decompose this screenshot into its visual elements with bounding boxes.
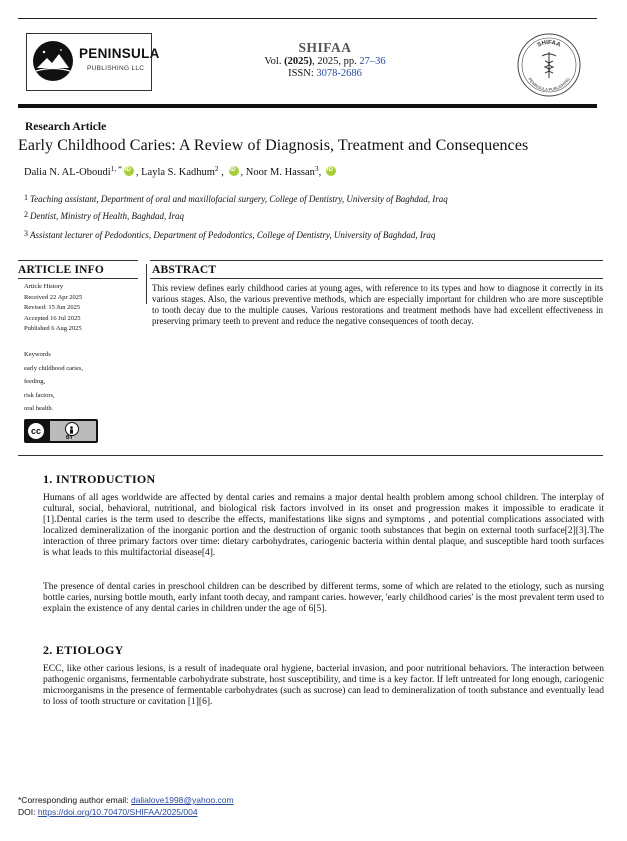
affiliation-num: 2 (24, 210, 28, 219)
etiology-heading: 2. ETIOLOGY (43, 643, 124, 657)
abstract-heading-rule (150, 278, 603, 279)
publisher-name: PENINSULA (79, 46, 160, 61)
seal-bottom-text: PENINSULA PUBLISHING (527, 76, 571, 93)
author-sup: 2 (214, 164, 219, 173)
orcid-icon[interactable] (124, 166, 134, 176)
introduction-heading: 1. INTRODUCTION (43, 472, 156, 486)
by-label: BY (66, 435, 73, 441)
keyword-item: oral health. (24, 405, 54, 412)
publisher-logo (26, 33, 160, 91)
author-list: Dalia N. AL-Oboudi$^{1, *}$iD , Layla S. Kadhum$^2$ , iD, Noor M. Hassan$^3$, iD (24, 164, 338, 178)
author-name: Dalia N. AL-Oboudi (24, 167, 111, 178)
affiliation-1 (24, 193, 448, 204)
affiliation-num: 1 (24, 193, 28, 202)
doi-label: DOI: (18, 807, 38, 817)
journal-issn (220, 68, 430, 80)
publisher-logo-mark (33, 41, 73, 81)
corresponding-author (18, 795, 234, 805)
published-date: Published 6 Aug 2025 (24, 325, 82, 332)
email-label: *Corresponding author email: (18, 795, 131, 805)
volume-year: , 2025, pp. (312, 56, 360, 67)
publisher-subtitle: PUBLISHING LLC (87, 65, 145, 72)
accepted-date: Accepted 16 Jul 2025 (24, 314, 81, 322)
caduceus-icon (542, 52, 556, 78)
cc-by-license-badge[interactable] (24, 419, 98, 443)
volume-number: (2025) (284, 56, 313, 67)
info-bottom-rule (18, 278, 138, 279)
author-name: Noor M. Hassan (245, 167, 315, 178)
affiliation-text: Assistant lecturer of Pedodontics, Department of Pedodontics, College of Dentistry, University of Baghdad, Iraq (30, 230, 436, 240)
affiliation-2 (24, 210, 184, 221)
journal-info (220, 40, 430, 80)
received-date: Received 22 Apr 2025 (24, 293, 83, 301)
affiliation-3 (24, 229, 435, 240)
keywords-label: Keywords (24, 351, 51, 358)
journal-seal (516, 32, 582, 98)
article-info-heading: ARTICLE INFO (18, 264, 105, 276)
journal-name: SHIFAA (298, 40, 352, 55)
column-divider (146, 264, 147, 304)
orcid-icon[interactable] (229, 166, 239, 176)
article-type: Research Article (25, 121, 107, 133)
doi-line (18, 807, 198, 817)
etiology-paragraph: ECC, like other carious lesions, is a result of inadequate oral hygiene, bacterial invasion, and poor nutritional behaviors. The interaction between pathogenic organisms, fermentable carbohydrate substrate, host susceptibility, and time is a key factor. If left untreated for long enough, cariogenic microorganisms in the presence of fermentable carbohydrates (such as sucrose) can lead to demineralization of tooth substance and eventually lead to loss of tooth structure or cavitation [1][6]. (43, 664, 604, 707)
keyword-item: feeding, (24, 378, 46, 385)
revised-date: Revised: 15 Jun 2025 (24, 304, 81, 311)
abstract-text: This review defines early childhood caries at young ages, with reference to its types and how to diagnose it correctly in its various stages. Also, the various preventive methods, which are especially important for children who are more susceptible to tooth decay due to the multiple causes. Various restorations and treatment methods have had excellent effectiveness in preserving primary teeth to prevent and reduce the negative consequences of tooth decay. (152, 283, 603, 326)
orcid-icon[interactable] (326, 166, 336, 176)
page-range: 27–36 (359, 56, 386, 67)
journal-volume (220, 56, 430, 68)
doi-link[interactable]: https://doi.org/10.70470/SHIFAA/2025/004 (37, 807, 198, 817)
cc-icon: cc (26, 421, 46, 441)
body-top-rule (18, 455, 603, 456)
article-title: Early Childhood Caries: A Review of Diagnosis, Treatment and Consequences (18, 137, 529, 154)
seal-top-text: SHIFAA (536, 39, 562, 49)
introduction-paragraph-2: The presence of dental caries in preschool children can be described by different terms, some of which are related to the etiology, such as nursing bottle caries, nursing bottle mouth, early infant tooth decay, and rampant caries. however, 'early childhood caries' is the most prevalent term used to explain the existence of any dental caries in children under the age of 6[5]. (43, 582, 604, 614)
license-attribution (50, 421, 96, 441)
affiliation-text: Teaching assistant, Department of oral and maxillofacial surgery, College of Dentistry, University of Baghdad, Iraq (30, 194, 448, 204)
abstract-top-rule (150, 260, 603, 261)
person-icon (65, 422, 79, 436)
author-sup: 1, * (110, 164, 122, 173)
volume-prefix: Vol. (264, 56, 285, 67)
introduction-paragraph-1: Humans of all ages worldwide are affected by dental caries and remains a major dental health problem among school children. The interplay of cultural, social, behavioral, nutritional, and biological risk factors involved in its onset and progression makes it impossible to eradicate it [1].Dental caries is the term used to describe the effects, manifestations like signs and symptoms , and potential complications associated with localized demineralization of the inorganic portion and the destruction of organic tooth substances that begin on external tooth surface[2][3].The interaction of three primary factors over time: dietary carbohydrates, cariogenic bacteria within dental plaque, and susceptible hard tooth surfaces is what leads to this multifactorial disease[4]. (43, 493, 604, 558)
keyword-item: risk factors, (24, 391, 55, 399)
issn-label: ISSN: (288, 68, 317, 79)
keywords-block (24, 348, 83, 416)
email-link[interactable]: dalialove1998@yahoo.com (130, 795, 234, 805)
affiliation-num: 3 (24, 229, 28, 238)
author-sup: 3 (314, 164, 319, 173)
affiliation-text: Dentist, Ministry of Health, Baghdad, Iraq (30, 211, 184, 221)
keyword-item: early childhood caries, (24, 364, 84, 372)
abstract-heading: ABSTRACT (152, 264, 217, 276)
info-top-rule (18, 260, 138, 261)
article-history (24, 282, 82, 335)
history-label: Article History (24, 283, 64, 290)
header-thick-rule (18, 104, 597, 108)
header-top-rule (18, 18, 597, 19)
author-name: Layla S. Kadhum (141, 167, 215, 178)
issn-value: 3078-2686 (316, 68, 362, 79)
